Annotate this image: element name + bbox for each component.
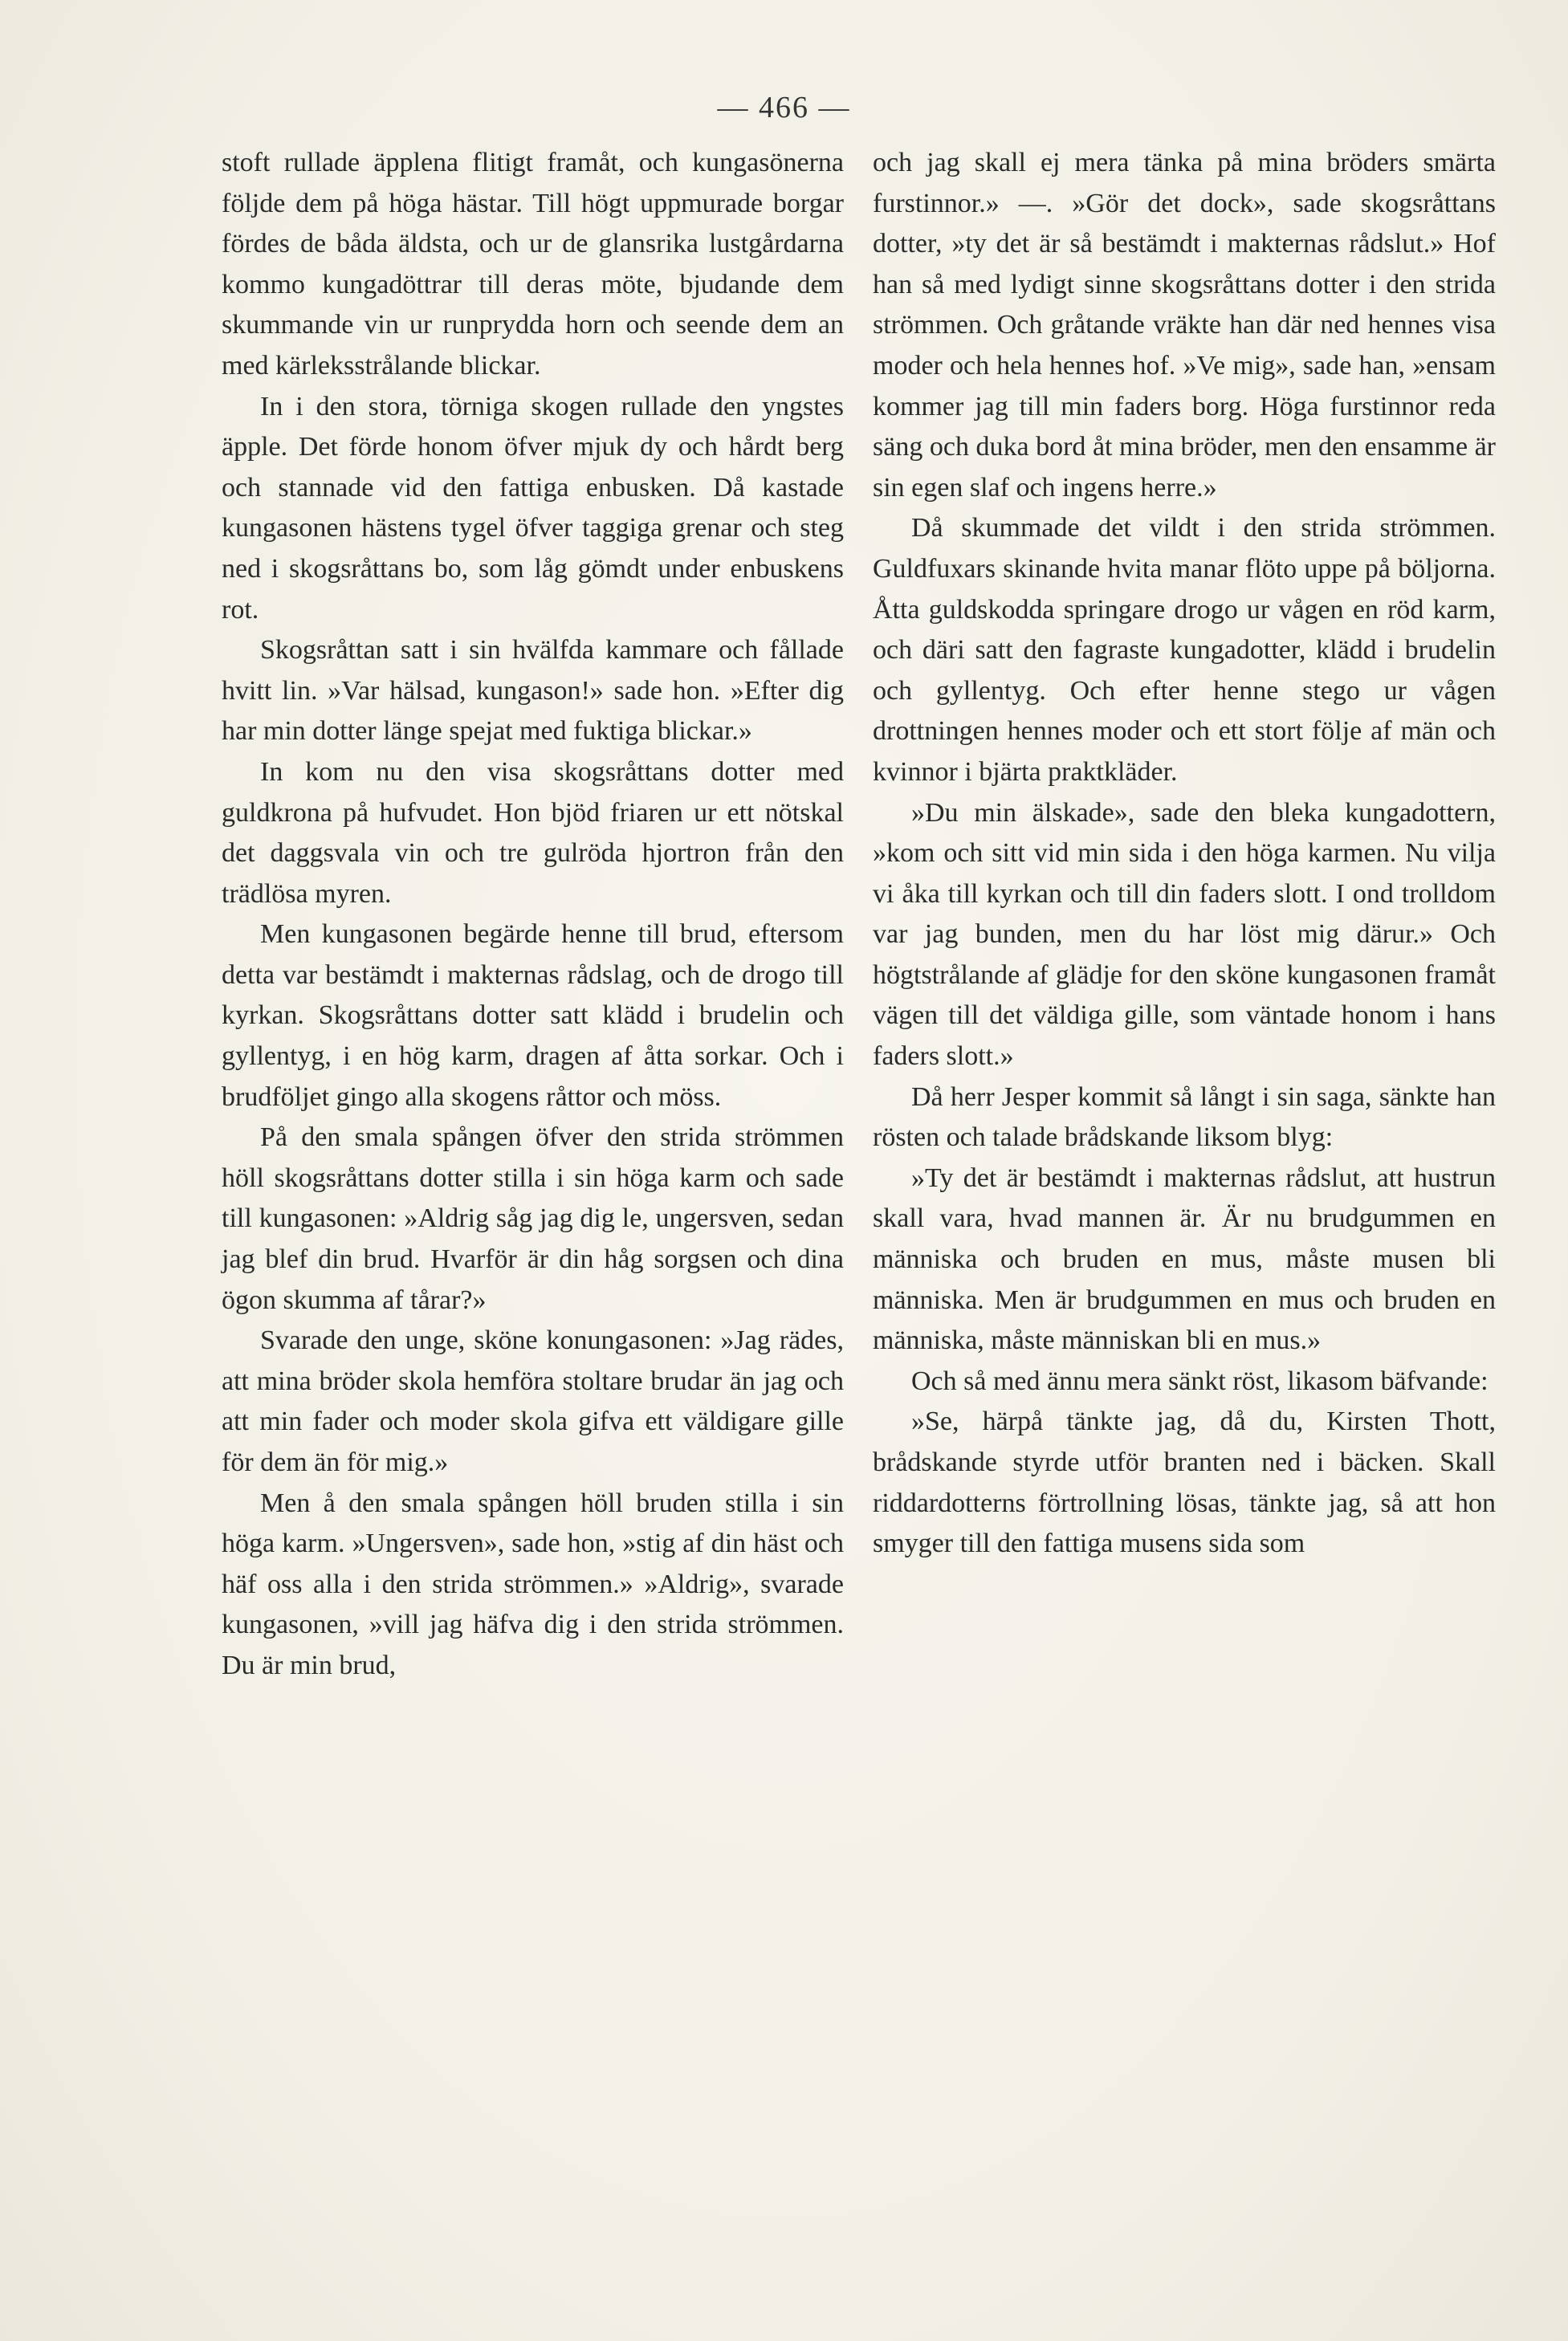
- paragraph: Då skummade det vildt i den strida strömmen. Guldfuxars skinande hvita manar flöto uppe på böljorna. Åtta guldskodda springare drogo ur vågen en röd karm, och däri satt den fagraste kungadotter, klädd i brudelin och gyllentyg. Och efter henne stego ur vågen drottningen hennes moder och ett stort följe af män och kvinnor i bjärta praktkläder.: [873, 513, 1496, 787]
- paragraph: och jag skall ej mera tänka på mina bröders smärta furstinnor.» —. »Gör det dock», sade skogsråttans dotter, »ty det är så bestämdt i makternas rådslut.» Hof han så med lydigt sinne skogsråttans dotter i den strida strömmen. Och gråtande vräkte han där ned hennes visa moder och hela hennes hof. »Ve mig», sade han, »ensam kommer jag till min faders borg. Höga furstinnor reda säng och duka bord åt mina bröder, men den ensamme är sin egen slaf och ingens herre.»: [873, 148, 1496, 503]
- paragraph: In kom nu den visa skogsråttans dotter med guldkrona på hufvudet. Hon bjöd friaren ur ett nötskal det daggsvala vin och tre gulröda hjortron från den trädlösa myren.: [222, 756, 844, 909]
- paragraph: Och så med ännu mera sänkt röst, likasom bäfvande:: [911, 1366, 1489, 1396]
- paragraph: »Du min älskade», sade den bleka kungadottern, »kom och sitt vid min sida i den höga karmen. Nu vilja vi åka till kyrkan och till din faders slott. I ond trolldom var jag bunden, men du har löst mig därur.» Och högtstrålande af glädje for den sköne kungasonen framåt vägen till det väldiga gille, som väntade honom i hans faders slott.»: [873, 797, 1496, 1072]
- left-column: [222, 143, 844, 1687]
- paragraph: »Ty det är bestämdt i makternas rådslut, att hustrun skall vara, hvad mannen är. Är nu brudgummen en människa och bruden en mus, måste musen bli människa. Men är brudgummen en mus och bruden en människa, måste människan bli en mus.»: [873, 1162, 1496, 1356]
- paragraph: På den smala spången öfver den strida strömmen höll skogsråttans dotter stilla i sin höga karm och sade till kungasonen: »Aldrig såg jag dig le, ungersven, sedan jag blef din brud. Hvarför är din håg sorgsen och dina ögon skumma af tårar?»: [222, 1122, 844, 1315]
- right-column: [873, 143, 1496, 1565]
- paragraph: »Se, härpå tänkte jag, då du, Kirsten Thott, brådskande styrde utför branten ned i bäcken. Skall riddardotterns förtrollning lösas, tänkte jag, så att hon smyger till den fattiga musens sida som: [873, 1407, 1496, 1559]
- paragraph: Då herr Jesper kommit så långt i sin saga, sänkte han rösten och talade brådskande liksom blyg:: [873, 1081, 1496, 1153]
- paragraph: In i den stora, törniga skogen rullade den yngstes äpple. Det förde honom öfver mjuk dy och hårdt berg och stannade vid den fattiga enbusken. Då kastade kungasonen hästens tygel öfver taggiga grenar och steg ned i skogsråttans bo, som låg gömdt under enbuskens rot.: [222, 391, 844, 625]
- paragraph: Skogsråttan satt i sin hvälfda kammare och fållade hvitt lin. »Var hälsad, kungason!» sade hon. »Efter dig har min dotter länge spejat med fuktiga blickar.»: [222, 635, 844, 747]
- paragraph: Men å den smala spången höll bruden stilla i sin höga karm. »Ungersven», sade hon, »stig af din häst och häf oss alla i den strida strömmen.» »Aldrig», svarade kungasonen, »vill jag häfva dig i den strida strömmen. Du är min brud,: [222, 1488, 844, 1680]
- paragraph: stoft rullade äpplena flitigt framåt, och kungasönerna följde dem på höga hästar. Till högt uppmurade borgar fördes de båda äldsta, och ur de glansrika lustgårdarna kommo kungadöttrar till deras möte, bjudande dem skummande vin ur runprydda horn och seende dem an med kärleksstrålande blickar.: [222, 148, 844, 381]
- paragraph: Men kungasonen begärde henne till brud, eftersom detta var bestämdt i makternas rådslag, och de drogo till kyrkan. Skogsråttans dotter satt klädd i brudelin och gyllentyg, i en hög karm, dragen af åtta sorkar. Och i brudföljet gingo alla skogens råttor och möss.: [222, 919, 844, 1112]
- paragraph: Svarade den unge, sköne konungasonen: »Jag rädes, att mina bröder skola hemföra stoltare brudar än jag och att min fader och moder skola gifva ett väldigare gille för dem än för mig.»: [222, 1325, 844, 1477]
- page-number: — 466 —: [717, 91, 851, 124]
